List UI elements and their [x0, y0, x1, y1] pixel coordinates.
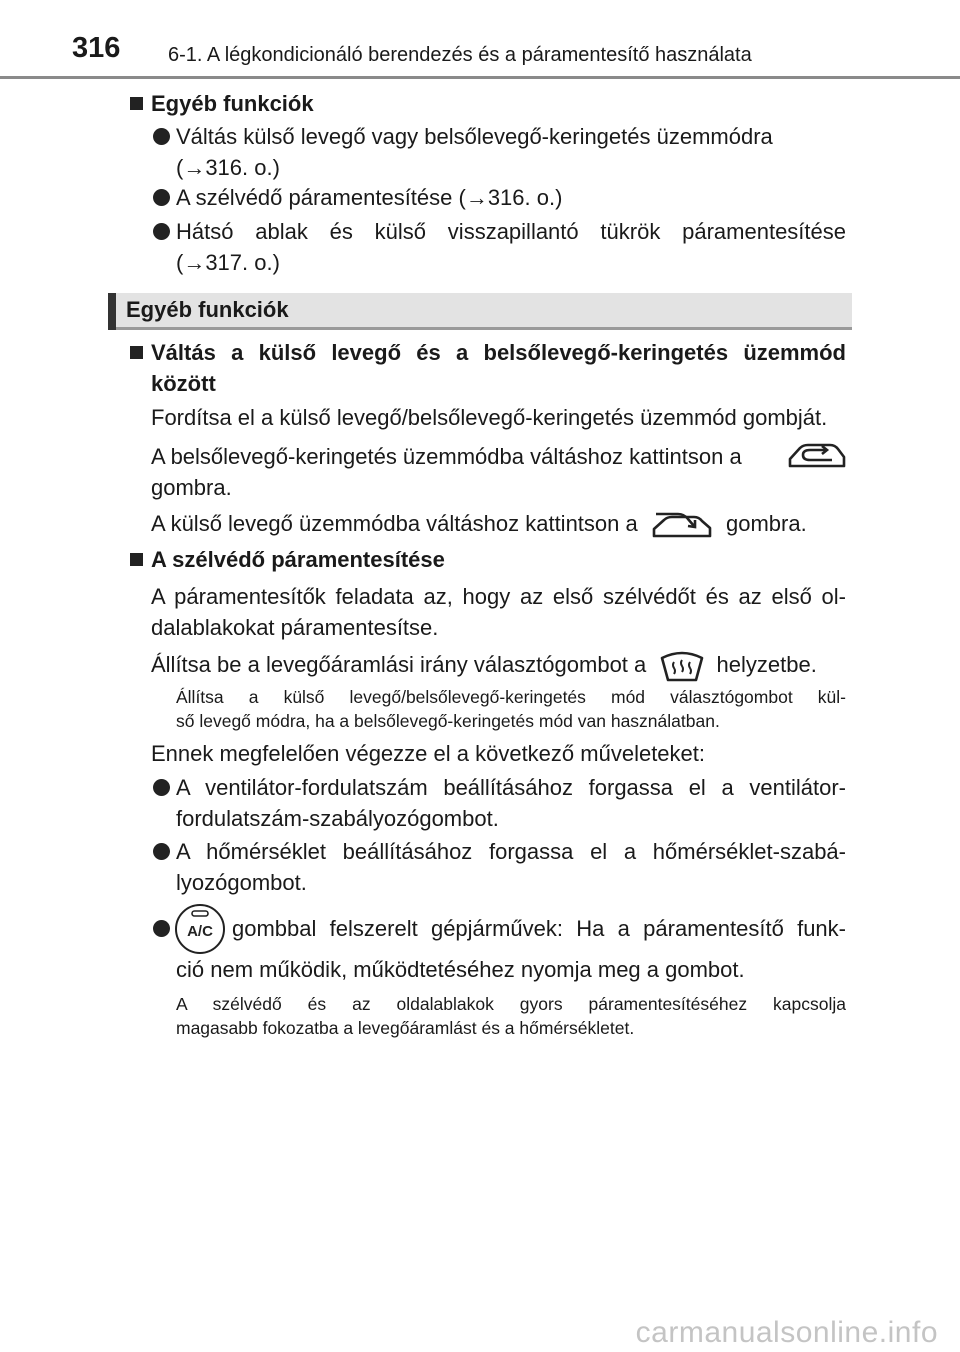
defog-bullet-3-line2: ció nem működik, működtetéséhez nyomja meg a gombot.: [176, 957, 745, 982]
bullet-dot: [153, 843, 170, 860]
defog-paragraph-3: Ennek megfelelően végezze el a következő műveleteket:: [151, 741, 705, 766]
chapter-title: 6-1. A légkondicionáló berendezés és a páramentesítő használata: [168, 44, 752, 66]
section-title-bar: [108, 293, 852, 330]
switching-heading-line1: Váltás a külső levegő és a belsőlevegő-keringetés üzemmód: [151, 340, 846, 365]
intro-heading: Egyéb funkciók: [151, 91, 314, 116]
defog-bullet-1-line1: A ventilátor-fordulatszám beállításához forgassa el a ventilátor-: [176, 775, 846, 800]
switching-paragraph-3-after: gombra.: [725, 511, 807, 536]
outside-air-car-icon: [650, 508, 716, 542]
page-header: [0, 0, 960, 80]
defog-paragraph-1-line1: A páramentesítők feladata az, hogy az első szélvédőt és az első ol-: [151, 584, 846, 609]
ac-label: A/C: [187, 923, 213, 940]
header-rule: [0, 76, 960, 79]
defog-note-2-line2: magasabb fokozatba a levegőáramlást és a hőmérsékletet.: [176, 1018, 635, 1038]
defog-heading: A szélvédő páramentesítése: [151, 547, 445, 572]
bullet-dot: [153, 920, 170, 937]
intro-bullet-1-line2: (→316. o.): [176, 155, 280, 180]
intro-bullet-3-line1: Hátsó ablak és külső visszapillantó tükrök páramentesítése: [176, 219, 846, 244]
section-accent: [108, 293, 116, 330]
switching-paragraph-3: [151, 508, 807, 542]
square-bullet: [130, 553, 143, 566]
switching-heading-line2: között: [151, 371, 216, 396]
windshield-defroster-icon: [658, 648, 706, 684]
bullet-dot: [153, 779, 170, 796]
defog-note-line1: Állítsa a külső levegő/belsőlevegő-keringetés mód választógombot kül-: [176, 687, 846, 707]
defog-paragraph-2-before: Állítsa be a levegőáramlási irány választógombot a: [151, 651, 647, 677]
switching-paragraph-3-before: A külső levegő üzemmódba váltáshoz kattintson a: [151, 511, 638, 536]
defog-bullet-2-line1: A hőmérséklet beállításához forgassa el a hőmérséklet-szabá-: [176, 839, 846, 864]
page-number: 316: [72, 32, 121, 64]
switching-paragraph-1: Fordítsa el a külső levegő/belsőlevegő-keringetés üzemmód gombját.: [151, 405, 828, 430]
square-bullet: [130, 346, 143, 359]
intro-bullet-2: A szélvédő páramentesítése (→316. o.): [176, 185, 563, 210]
bullet-dot: [153, 223, 170, 240]
defog-note-line2: ső levegő módra, ha a belsőlevegő-keringetés mód van használatban.: [176, 711, 720, 731]
section-title: Egyéb funkciók: [126, 297, 289, 322]
defog-bullet-1-line2: fordulatszám-szabályozógombot.: [176, 806, 499, 831]
bullet-dot: [153, 128, 170, 145]
bullet-dot: [153, 189, 170, 206]
recirculation-car-icon: [786, 440, 848, 474]
defog-bullet-3-line1: gombbal felszerelt gépjárművek: Ha a páramentesítő funk-: [232, 916, 846, 941]
intro-bullet-1-line1: Váltás külső levegő vagy belsőlevegő-keringetés üzemmódra: [176, 124, 773, 149]
watermark: carmanualsonline.info: [635, 1316, 938, 1349]
ac-button-icon: [174, 903, 226, 955]
defog-paragraph-2-after: helyzetbe.: [716, 651, 817, 677]
switching-paragraph-2-line1: A belsőlevegő-keringetés üzemmódba váltáshoz kattintson a: [151, 444, 742, 469]
intro-bullet-3-line2: (→317. o.): [176, 250, 280, 275]
defog-note-2-line1: A szélvédő és az oldalablakok gyors páramentesítéséhez kapcsolja: [176, 994, 846, 1014]
switching-paragraph-2-line2: gombra.: [151, 475, 232, 500]
defog-paragraph-1-line2: dalablakokat páramentesítse.: [151, 615, 439, 640]
defog-bullet-2-line2: lyozógombot.: [176, 870, 307, 895]
square-bullet: [130, 97, 143, 110]
defog-paragraph-2: [151, 648, 817, 684]
